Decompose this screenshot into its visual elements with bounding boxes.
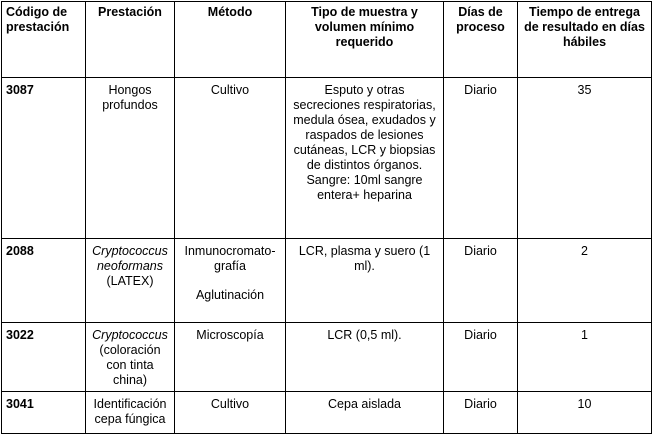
cell-tiempo: 10 — [518, 392, 652, 434]
cell-muestra — [286, 392, 444, 434]
cell-prestacion — [86, 78, 175, 239]
header-dias: Días de proceso — [444, 2, 518, 78]
cell-codigo: 3022 — [2, 323, 86, 392]
cell-muestra — [286, 239, 444, 323]
header-prestacion: Prestación — [86, 2, 175, 78]
header-muestra: Tipo de muestra y volumen mínimo requerido — [286, 2, 444, 78]
muestra-text-2: Sangre: 10ml sangre entera+ heparina — [306, 173, 423, 202]
header-tiempo: Tiempo de entrega de resultado en días hábiles — [518, 2, 652, 78]
metodo-text: Inmunocromato-grafía — [184, 244, 276, 273]
cell-prestacion — [86, 323, 175, 392]
cell-codigo: 2088 — [2, 239, 86, 323]
metodo-text-2: Aglutinación — [195, 288, 265, 302]
cell-muestra — [286, 78, 444, 239]
prestacion-text: Hongos profundos — [102, 83, 158, 112]
cell-prestacion — [86, 392, 175, 434]
header-row — [2, 2, 652, 78]
cell-tiempo: 2 — [518, 239, 652, 323]
metodo-text: Cultivo — [210, 397, 250, 411]
cell-dias: Diario — [444, 78, 518, 239]
cell-dias: Diario — [444, 239, 518, 323]
prestacion-text: (coloración con tinta china) — [99, 343, 161, 387]
cell-dias: Diario — [444, 323, 518, 392]
table-row — [2, 78, 652, 239]
table-row — [2, 392, 652, 434]
prestacion-italic-text: Cryptococcus — [92, 328, 168, 342]
header-codigo: Código de prestación — [2, 2, 86, 78]
muestra-text: Esputo y otras secreciones respiratorias, medula ósea, exudados y raspados de lesiones cutáneas, LCR y biopsias de distintos órganos. — [293, 83, 436, 172]
cell-metodo — [175, 392, 286, 434]
muestra-text: Cepa aislada — [328, 397, 401, 411]
cell-codigo: 3087 — [2, 78, 86, 239]
muestra-text: LCR, plasma y suero (1 ml). — [298, 244, 431, 273]
services-table — [1, 1, 652, 434]
table-row — [2, 323, 652, 392]
cell-codigo: 3041 — [2, 392, 86, 434]
metodo-text: Microscopía — [196, 328, 264, 342]
cell-tiempo: 1 — [518, 323, 652, 392]
cell-muestra — [286, 323, 444, 392]
prestacion-italic-text: Cryptococcus neoformans — [92, 244, 168, 273]
cell-tiempo: 35 — [518, 78, 652, 239]
cell-metodo — [175, 78, 286, 239]
prestacion-text: (LATEX) — [106, 274, 154, 288]
table-row — [2, 239, 652, 323]
cell-prestacion — [86, 239, 175, 323]
header-metodo: Método — [175, 2, 286, 78]
prestacion-text: Identificación cepa fúngica — [93, 397, 167, 426]
cell-dias: Diario — [444, 392, 518, 434]
cell-metodo — [175, 323, 286, 392]
cell-metodo — [175, 239, 286, 323]
muestra-text: LCR (0,5 ml). — [327, 328, 402, 342]
metodo-text: Cultivo — [210, 83, 250, 97]
